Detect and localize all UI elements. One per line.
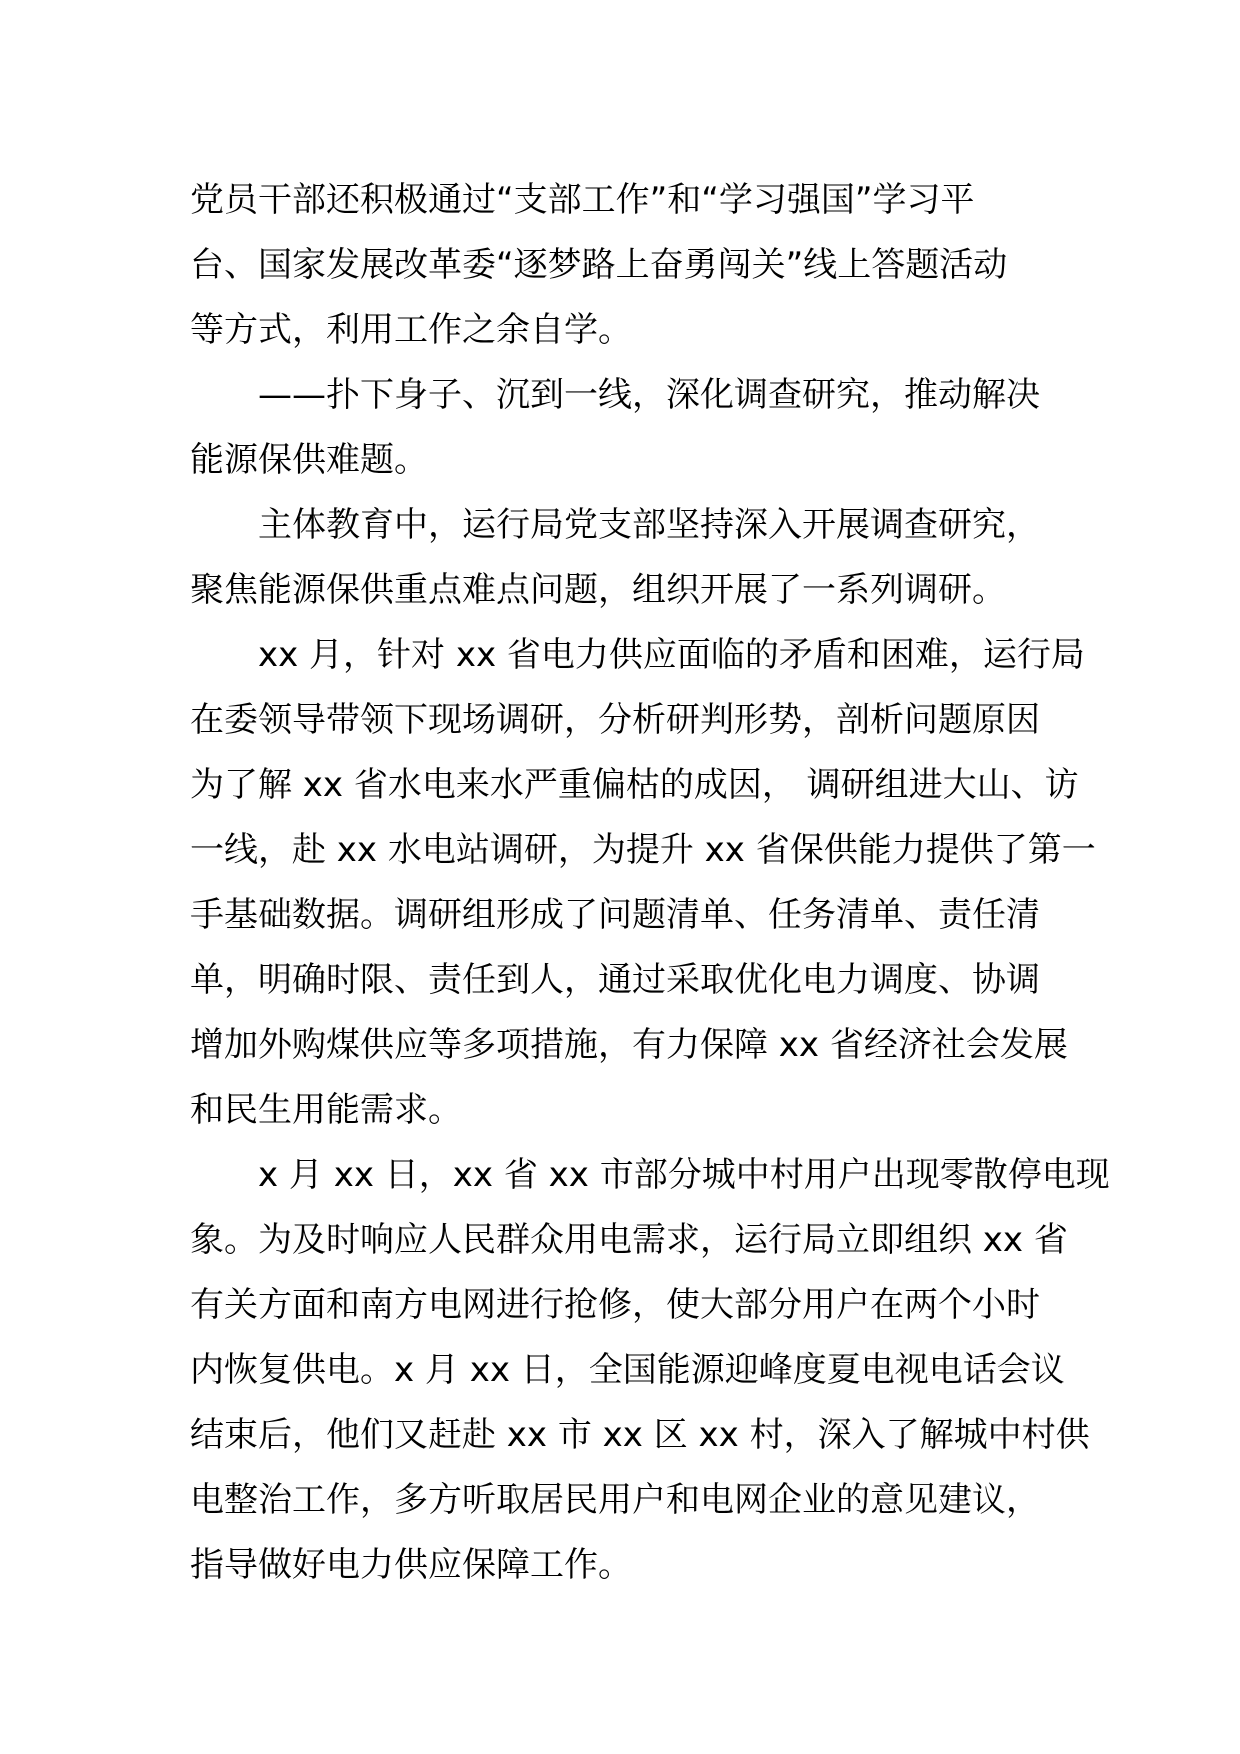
text-line: 能源保供难题。: [190, 440, 428, 480]
text-line: 等方式，利用工作之余自学。: [190, 310, 632, 350]
text-line: xx 月，针对 xx 省电力供应面临的矛盾和困难，运行局: [258, 635, 1085, 675]
text-line: 结束后，他们又赶赴 xx 市 xx 区 xx 村，深入了解城中村供: [190, 1415, 1090, 1455]
text-line: 象。为及时响应人民群众用电需求，运行局立即组织 xx 省: [190, 1220, 1068, 1260]
text-line: 单，明确时限、责任到人，通过采取优化电力调度、协调: [190, 960, 1040, 1000]
text-line: 主体教育中，运行局党支部坚持深入开展调查研究，: [258, 505, 1040, 545]
text-line: ——扑下身子、沉到一线，深化调查研究，推动解决: [258, 375, 1040, 415]
text-line: 指导做好电力供应保障工作。: [190, 1545, 632, 1585]
text-line: 在委领导带领下现场调研，分析研判形势，剖析问题原因: [190, 700, 1040, 740]
text-line: 内恢复供电。x 月 xx 日，全国能源迎峰度夏电视电话会议: [190, 1350, 1065, 1390]
body-text: [190, 168, 1110, 1598]
text-line: 聚焦能源保供重点难点问题，组织开展了一系列调研。: [190, 570, 1006, 610]
text-line: 台、国家发展改革委“逐梦路上奋勇闯关”线上答题活动: [190, 245, 1008, 285]
text-line: 电整治工作，多方听取居民用户和电网企业的意见建议，: [190, 1480, 1040, 1520]
text-line: 增加外购煤供应等多项措施，有力保障 xx 省经济社会发展: [190, 1025, 1068, 1065]
text-line: 有关方面和南方电网进行抢修，使大部分用户在两个小时: [190, 1285, 1040, 1325]
text-line: 和民生用能需求。: [190, 1090, 462, 1130]
text-line: 党员干部还积极通过“支部工作”和“学习强国”学习平: [190, 180, 975, 220]
text-line: 一线，赴 xx 水电站调研，为提升 xx 省保供能力提供了第一: [190, 830, 1096, 870]
text-line: x 月 xx 日，xx 省 xx 市部分城中村用户出现零散停电现: [258, 1155, 1110, 1195]
text-line: 手基础数据。调研组形成了问题清单、任务清单、责任清: [190, 895, 1040, 935]
text-line: 为了解 xx 省水电来水严重偏枯的成因， 调研组进大山、访: [190, 765, 1079, 805]
